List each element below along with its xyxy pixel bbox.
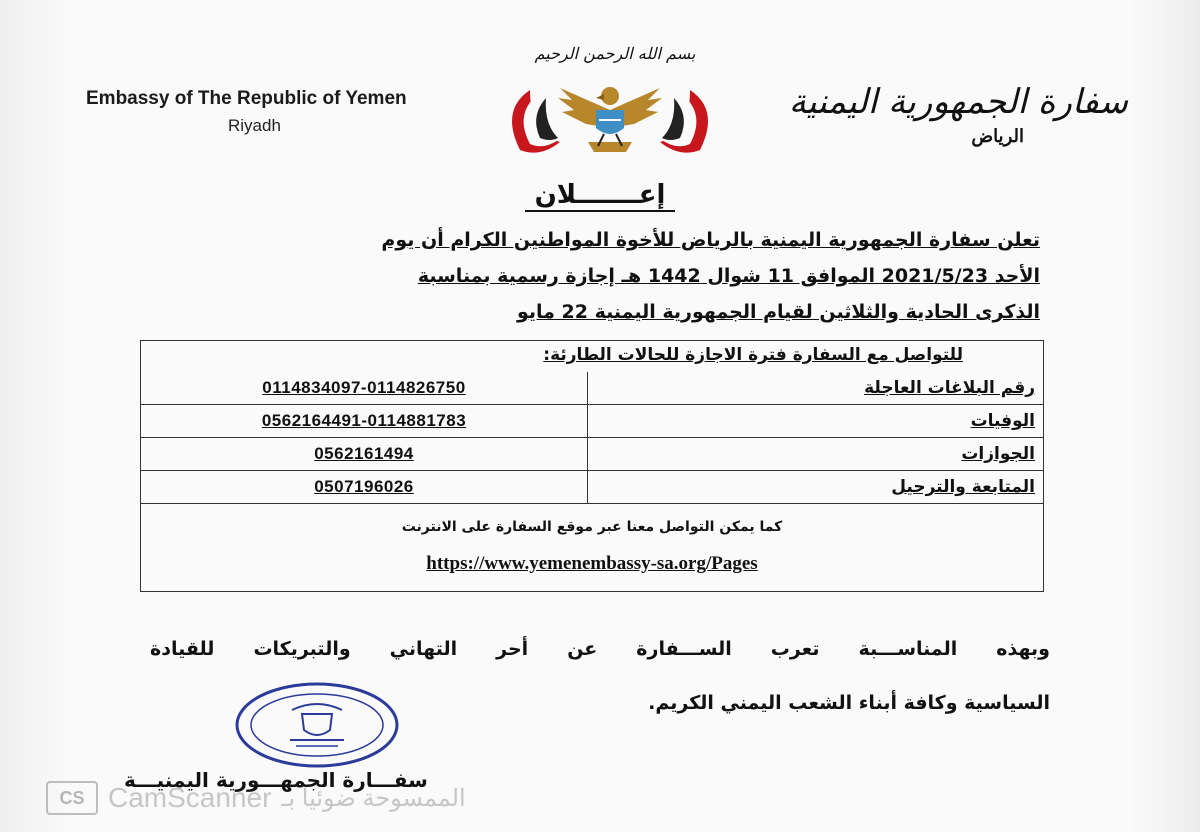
contact-label-cell: [588, 372, 1044, 405]
consular-stamp-icon: [232, 680, 402, 770]
closing-line-1: وبهذه المناســـبة تعرب الســـفارة عن أحر التهاني والتبريكات للقيادة: [150, 638, 1050, 660]
phone-number-cell: [141, 438, 588, 471]
camscanner-text: CamScanner: [108, 782, 272, 813]
table-row: [141, 438, 1043, 471]
camscanner-watermark: [46, 781, 466, 815]
announcement-line-1: تعلن سفارة الجمهورية اليمنية بالرياض للأخوة المواطنين الكرام أن يوم: [381, 229, 1040, 251]
embassy-name-arabic: سفارة الجمهورية اليمنية: [788, 82, 1128, 122]
contact-label: المتابعة والترحيل: [891, 477, 1035, 497]
signature-embassy: سفـــارة الجمهـــورية اليمنيـــة: [124, 768, 428, 792]
basmala: بسم الله الرحمن الرحيم: [534, 44, 696, 63]
announcement-line-2: الأحد 2021/5/23 الموافق 11 شوال 1442 هـ إجازة رسمية بمناسبة: [417, 265, 1040, 287]
phone-number: 0507196026: [314, 477, 414, 496]
phone-number-cell: [141, 471, 588, 504]
contact-heading: للتواصل مع السفارة فترة الاجازة للحالات الطارئة:: [543, 345, 963, 365]
table-row: [141, 405, 1043, 438]
phone-number: 0562164491-0114881783: [261, 411, 467, 430]
table-row: [141, 471, 1043, 504]
emergency-contact-box: [140, 340, 1044, 592]
phone-number: 0562161494: [314, 444, 414, 463]
announcement-line-3: الذكرى الحادية والثلاثين لقيام الجمهورية اليمنية 22 مايو: [516, 301, 1040, 323]
camscanner-text-arabic: الممسوحة ضوئيا بـ: [281, 784, 466, 812]
website-note: كما يمكن التواصل معنا عبر موقع السفارة على الانترنت: [401, 519, 783, 535]
contact-label: الوفيات: [970, 411, 1035, 431]
phone-number: 0114834097-0114826750: [262, 378, 466, 397]
closing-line-2: السياسية وكافة أبناء الشعب اليمني الكريم.: [648, 692, 1050, 714]
embassy-name-english: Embassy of The Republic of Yemen: [86, 88, 407, 109]
announcement-heading: [0, 180, 1200, 210]
table-row: [141, 372, 1043, 405]
contact-label: رقم البلاغات العاجلة: [864, 378, 1035, 398]
contact-label-cell: [588, 405, 1044, 438]
contact-label-cell: [588, 471, 1044, 504]
website-link[interactable]: https://www.yemenembassy-sa.org/Pages: [426, 553, 758, 574]
camscanner-logo-icon: CS: [46, 781, 98, 815]
phone-number-cell: [141, 405, 588, 438]
embassy-city-arabic: الرياض: [971, 126, 1024, 147]
phone-number-cell: [141, 372, 588, 405]
embassy-city-english: Riyadh: [228, 116, 281, 135]
contact-label: الجوازات: [961, 444, 1035, 464]
yemen-eagle-emblem-icon: [500, 80, 720, 160]
contact-label-cell: [588, 438, 1044, 471]
announcement-heading-text: إعـــــــلان: [525, 180, 676, 212]
announcement-body: [140, 222, 1040, 330]
contact-table: [141, 372, 1043, 504]
